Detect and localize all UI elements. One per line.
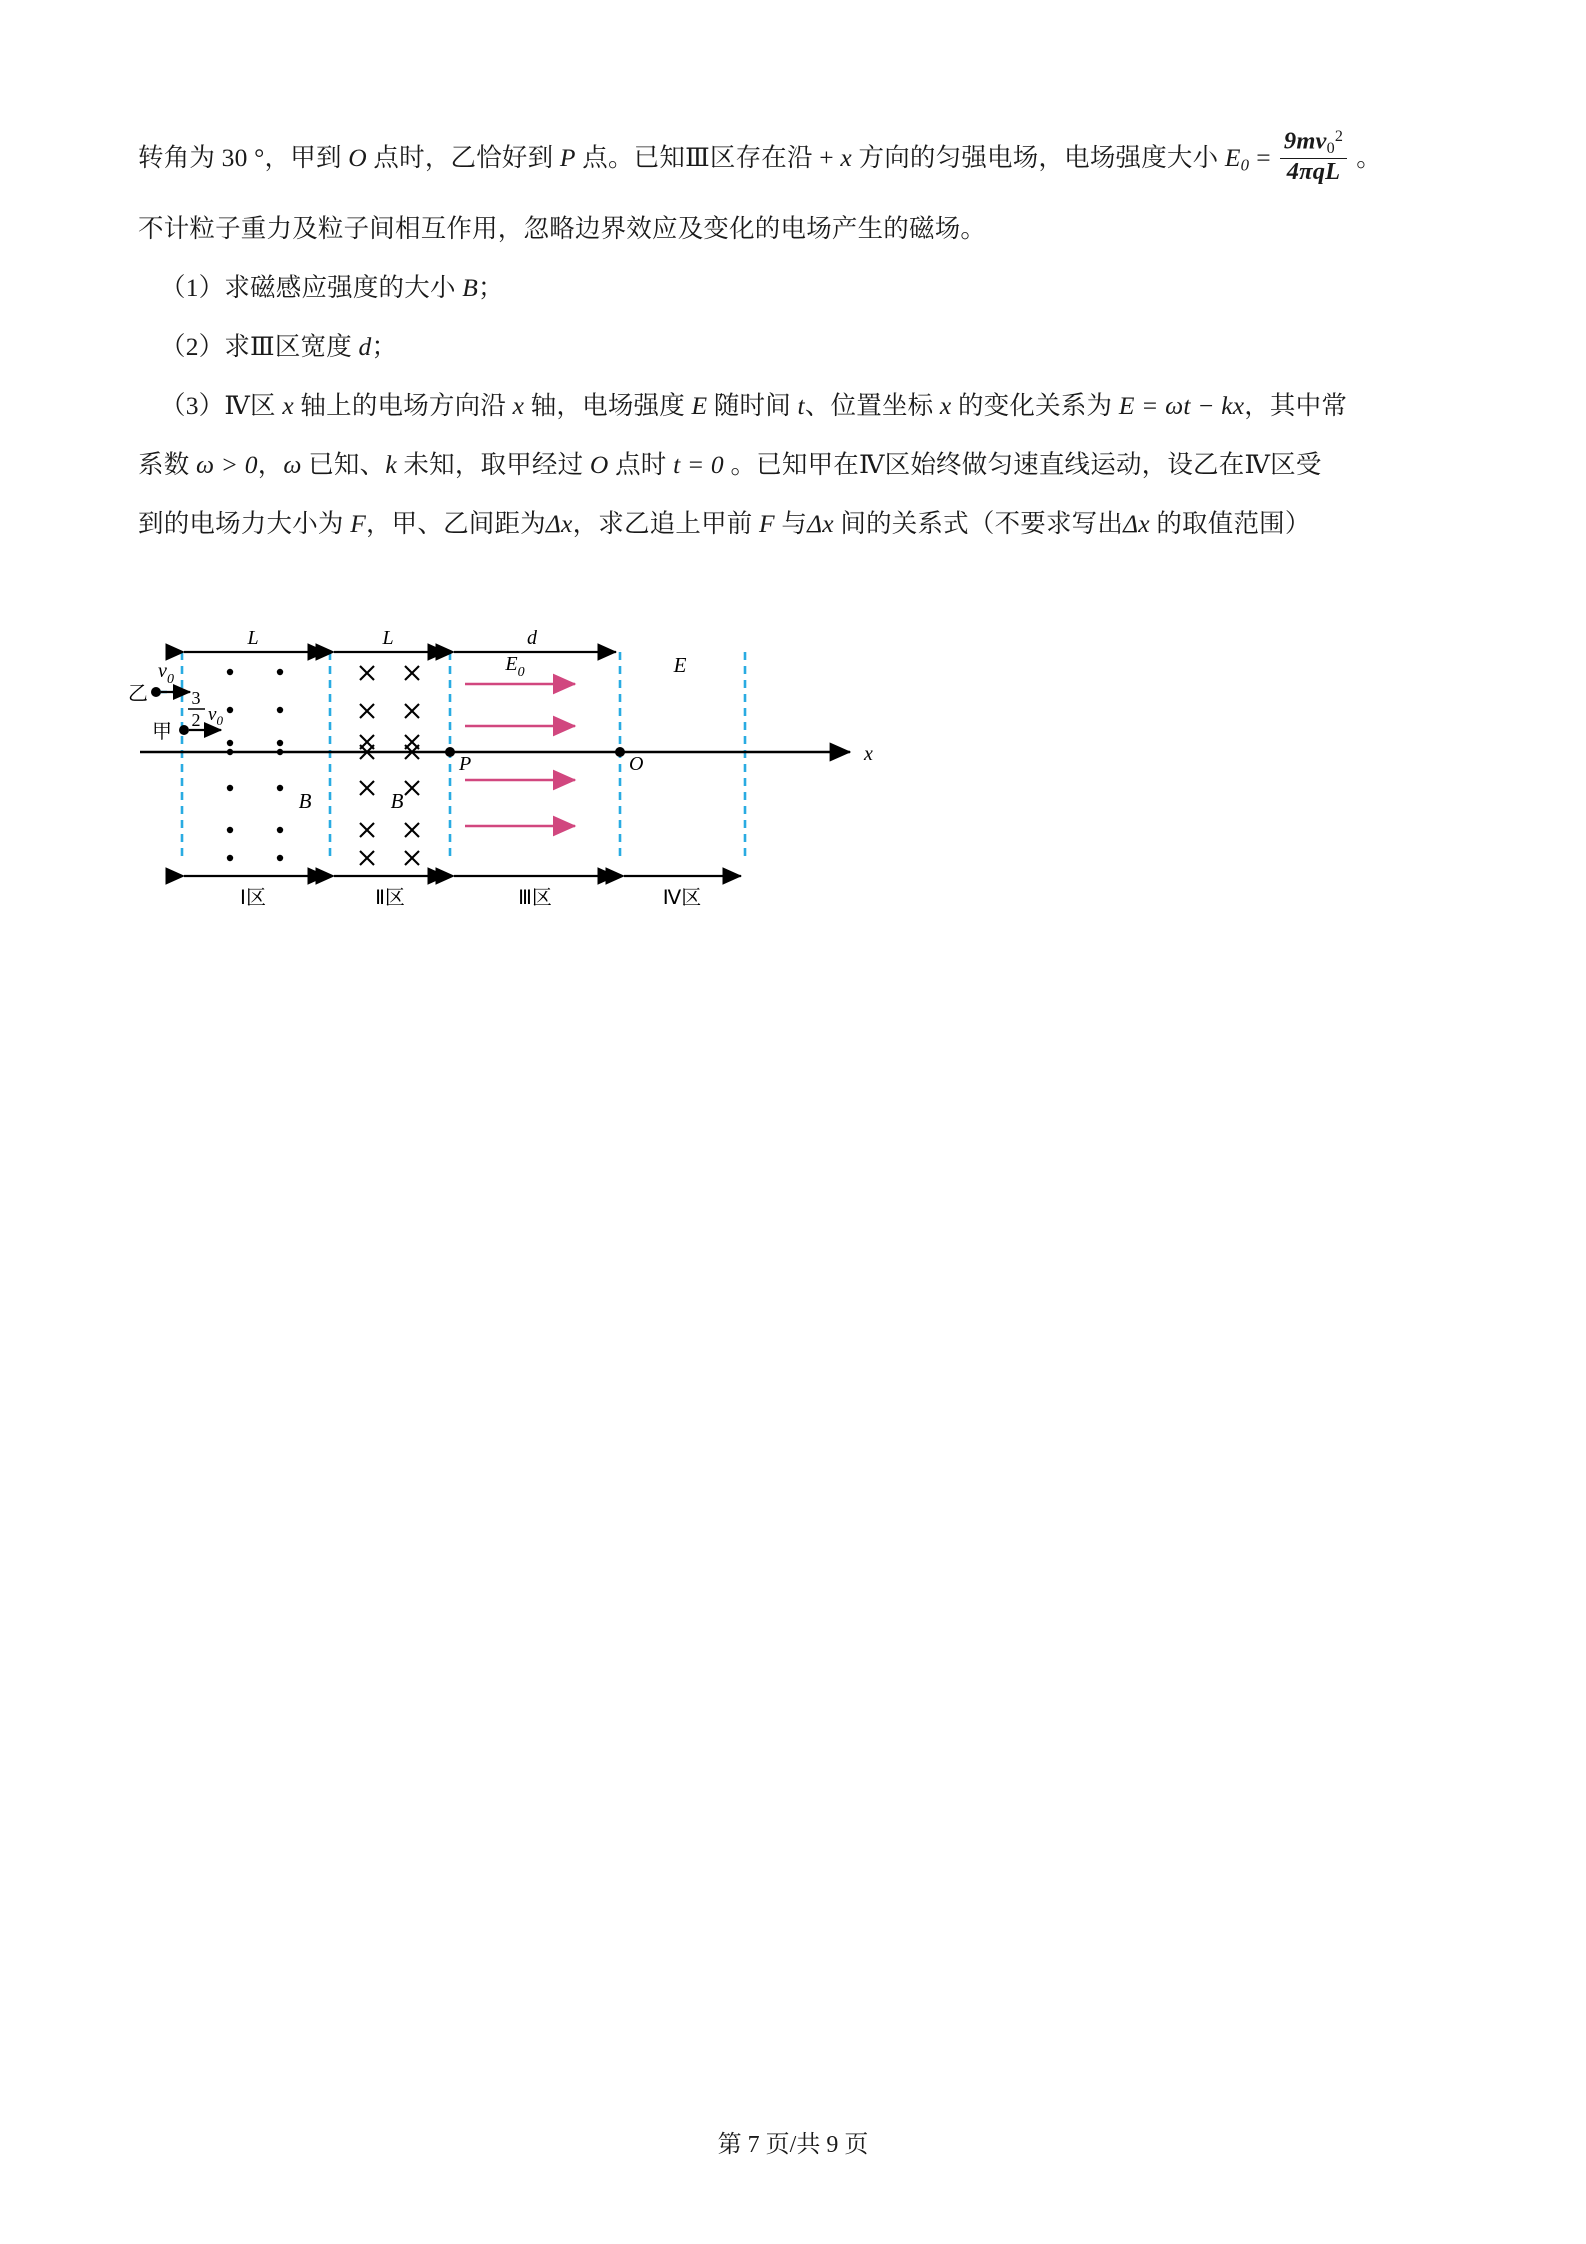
q3-symbol-O: O	[589, 449, 609, 479]
label-B-region1: B	[298, 789, 312, 813]
label-L2: L	[382, 630, 394, 649]
label-E-region4: E	[673, 653, 687, 677]
q3-l1-e: 、位置坐标	[804, 390, 940, 420]
jia-velocity-symbol: $v_0$	[208, 704, 223, 728]
q3-l1-c: 轴，电场强度	[524, 390, 692, 420]
formula-E0-fraction	[1280, 128, 1347, 185]
p1-segment-a: 转角为 30 °，甲到	[138, 143, 349, 172]
question-3-line-1	[160, 376, 1468, 435]
region-3-field-arrows	[465, 684, 575, 826]
p1-symbol-E: E	[1224, 143, 1241, 172]
paragraph-continuation	[138, 128, 1468, 195]
q3-symbol-delta-x-1: Δx	[545, 508, 573, 538]
q3-symbol-F-1: F	[350, 508, 366, 538]
q3-l1-f: 的变化关系为	[951, 390, 1119, 420]
question-1-text-a: 求磁感应强度的大小	[224, 272, 463, 302]
q3-l3-a: 到的电场力大小为	[138, 508, 351, 538]
q3-l1-d: 随时间	[707, 390, 798, 420]
question-1-symbol-B: B	[462, 272, 479, 302]
q3-symbol-x-2: x	[512, 390, 525, 420]
label-x-axis: x	[864, 743, 873, 765]
label-B-region2: B	[390, 789, 404, 813]
question-2	[160, 317, 1468, 376]
question-1	[160, 258, 1468, 317]
jia-velocity-denominator: 2	[191, 710, 201, 730]
q3-l1-b: 轴上的电场方向沿	[293, 390, 513, 420]
q3-l3-b: ，甲、乙间距为	[365, 508, 546, 538]
q3-symbol-E: E	[691, 390, 708, 420]
label-region-1: Ⅰ区	[240, 887, 266, 909]
point-P-marker	[445, 747, 455, 757]
p1-segment-b: 点时，乙恰好到	[366, 143, 560, 172]
label-d: d	[527, 630, 537, 649]
q3-l3-c: ，求乙追上甲前	[572, 508, 760, 538]
label-region-2: Ⅱ区	[375, 887, 405, 909]
region-2-field-crosses	[360, 666, 419, 865]
q3-equation-E: E = ωt − kx	[1118, 390, 1245, 420]
label-particle-jia: 甲	[152, 721, 172, 743]
q3-symbol-delta-x-2: Δx	[807, 508, 834, 538]
label-v0: $v_0$	[158, 660, 174, 687]
q3-equation-t0: t = 0	[673, 449, 724, 479]
physics-diagram	[120, 630, 940, 920]
q3-l3-e: 间的关系式（不要求写出	[833, 508, 1124, 538]
p1-segment-c: 点。已知Ⅲ区存在沿 +	[575, 143, 841, 172]
label-L1: L	[247, 630, 259, 649]
q3-l2-c: 已知、	[301, 449, 386, 479]
fraction-denominator: 4πqL	[1280, 158, 1347, 185]
q3-l2-f: 。已知甲在Ⅳ区始终做匀速直线运动，设乙在Ⅳ区受	[723, 449, 1322, 479]
label-point-O: O	[629, 753, 644, 775]
question-2-text-b: ；	[371, 331, 398, 361]
fraction-numerator-sub: 0	[1326, 140, 1335, 158]
q3-symbol-t: t	[797, 390, 805, 420]
label-E0: $E_0$	[505, 653, 525, 680]
particle-yi-marker	[151, 687, 161, 697]
label-region-4: Ⅳ区	[662, 887, 702, 909]
question-2-symbol-d: d	[358, 331, 372, 361]
fraction-numerator-9: 9	[1283, 127, 1297, 155]
p1-equals: =	[1256, 143, 1271, 172]
q3-symbol-x-1: x	[282, 390, 294, 420]
p1-symbol-O: O	[348, 143, 367, 172]
q3-l2-a: 系数	[138, 449, 196, 479]
p1-symbol-P: P	[559, 143, 576, 172]
q3-l2-d: 未知，取甲经过	[396, 449, 590, 479]
page-footer: 第 7 页/共 9 页	[717, 2132, 869, 2158]
label-point-P: P	[459, 753, 472, 775]
paragraph-assumptions: 不计粒子重力及粒子间相互作用，忽略边界效应及变化的电场产生的磁场。	[138, 213, 987, 243]
question-3-line-2	[138, 435, 1468, 494]
q3-symbol-x-3: x	[939, 390, 952, 420]
question-1-text-b: ；	[478, 272, 504, 302]
q3-symbol-F-2: F	[759, 508, 775, 538]
q3-l3-d: 与	[774, 508, 808, 538]
question-1-label: （1）	[160, 272, 225, 302]
q3-l1-a: Ⅳ区	[224, 390, 283, 420]
label-jia-velocity-fraction	[188, 688, 223, 730]
q3-l1-g: ，其中常	[1244, 390, 1348, 420]
problem-text-block	[138, 128, 1468, 553]
q3-symbol-omega: ω	[283, 449, 302, 479]
q3-symbol-delta-x-3: Δx	[1123, 508, 1150, 538]
p1-segment-d: 方向的匀强电场，电场强度大小	[851, 143, 1225, 172]
question-2-text-a: 求Ⅲ区宽度	[224, 331, 359, 361]
q3-l2-e: 点时	[608, 449, 674, 479]
point-O-marker	[615, 747, 625, 757]
q3-symbol-k: k	[385, 449, 397, 479]
question-2-label: （2）	[160, 331, 225, 361]
q3-l2-b: ，	[257, 449, 284, 479]
jia-velocity-numerator: 3	[191, 688, 201, 708]
label-particle-yi: 乙	[128, 683, 148, 705]
p1-symbol-E-subscript: 0	[1240, 155, 1250, 175]
region-1-field-dots	[227, 669, 283, 861]
fraction-numerator-mv: mv	[1296, 127, 1327, 155]
p1-symbol-x: x	[840, 143, 852, 172]
p1-period: 。	[1356, 143, 1382, 172]
particle-jia-marker	[179, 725, 189, 735]
question-3-line-3	[138, 494, 1468, 553]
q3-omega-gt-zero: ω > 0	[195, 449, 258, 479]
fraction-numerator-sup: 2	[1334, 128, 1344, 146]
q3-l3-f: 的取值范围）	[1149, 508, 1311, 538]
question-3-label: （3）	[160, 390, 225, 420]
label-region-3: Ⅲ区	[518, 887, 552, 909]
